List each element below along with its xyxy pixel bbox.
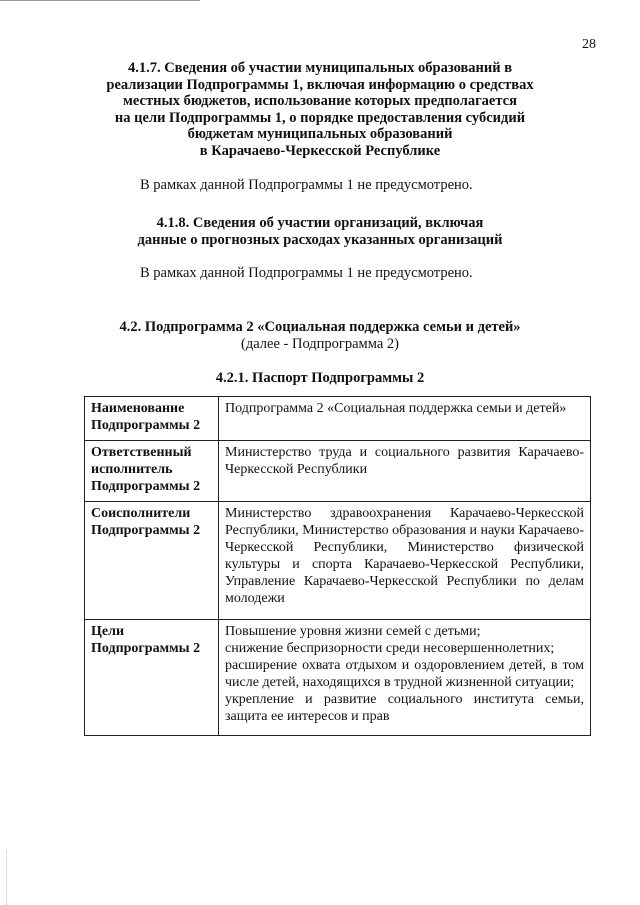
value-line: Подпрограмма 2 «Социальная поддержка семьи и детей» [225, 401, 567, 416]
label-line: исполнитель [91, 462, 173, 477]
label-line: Подпрограммы 2 [91, 523, 201, 538]
title-line: бюджетам муниципальных образований [187, 126, 453, 142]
title-line: 4.1.7. Сведения об участии муниципальных образований в [127, 60, 513, 76]
section-4-1-8-text: В рамках данной Подпрограммы 1 не предусмотрено. [140, 265, 473, 281]
row-label [85, 441, 219, 502]
section-4-2-1-title: 4.2.1. Паспорт Подпрограммы 2 [215, 370, 425, 386]
title-line: данные о прогнозных расходах указанных организаций [137, 231, 503, 248]
page-number: 28 [582, 37, 596, 52]
table-row [85, 502, 591, 620]
section-4-2-title: 4.2. Подпрограмма 2 «Социальная поддержка семьи и детей» [119, 319, 521, 335]
value-line: снижение беспризорности среди несовершеннолетних; [225, 641, 555, 656]
passport-table [84, 396, 591, 736]
section-4-2-title-block [0, 319, 640, 352]
section-4-2-subtitle: (далее - Подпрограмма 2) [241, 335, 399, 352]
section-4-1-7-text: В рамках данной Подпрограммы 1 не предусмотрено. [140, 177, 473, 193]
label-line: Соисполнители [91, 506, 191, 521]
value-line: Министерство здравоохранения Карачаево-Черкесской Республики, Министерство образования и науки Карачаево-Черкесской Республики, Министерство физической культуры и спорта Карачаево-Черкесской Республики, Управление Карачаево-Черкесской Республики по делам молодежи [225, 506, 584, 606]
value-line: Министерство труда и социального развития Карачаево-Черкесской Республики [225, 445, 584, 477]
section-4-1-7-title [0, 60, 640, 159]
table-row [85, 397, 591, 441]
label-line: Подпрограммы 2 [91, 641, 201, 656]
label-line: Ответственный [91, 445, 192, 460]
section-4-1-8-title [0, 215, 640, 248]
title-line: местных бюджетов, использование которых предполагается [123, 93, 517, 109]
row-value [219, 397, 591, 441]
row-label [85, 502, 219, 620]
top-rule [0, 0, 200, 1]
row-label [85, 620, 219, 736]
label-line: Наименование [91, 401, 185, 416]
row-label [85, 397, 219, 441]
title-line: 4.1.8. Сведения об участии организаций, включая [156, 215, 484, 231]
row-value [219, 502, 591, 620]
label-line: Подпрограммы 2 [91, 418, 201, 433]
table-row [85, 620, 591, 736]
table-row [85, 441, 591, 502]
label-line: Подпрограммы 2 [91, 479, 201, 494]
title-line: реализации Подпрограммы 1, включая информацию о средствах [106, 76, 534, 93]
row-value [219, 441, 591, 502]
value-line: Повышение уровня жизни семей с детьми; [225, 624, 481, 639]
row-value [219, 620, 591, 736]
title-line: в Карачаево-Черкесской Республике [199, 142, 441, 159]
value-line: расширение охвата отдыхом и оздоровлением детей, в том числе детей, находящихся в трудной жизненной ситуации; [225, 658, 584, 690]
title-line: на цели Подпрограммы 1, о порядке предоставления субсидий [114, 109, 526, 126]
label-line: Цели [91, 624, 125, 639]
scan-edge-mark [6, 850, 8, 905]
value-line: укрепление и развитие социального института семьи, защита ее интересов и прав [225, 692, 584, 724]
